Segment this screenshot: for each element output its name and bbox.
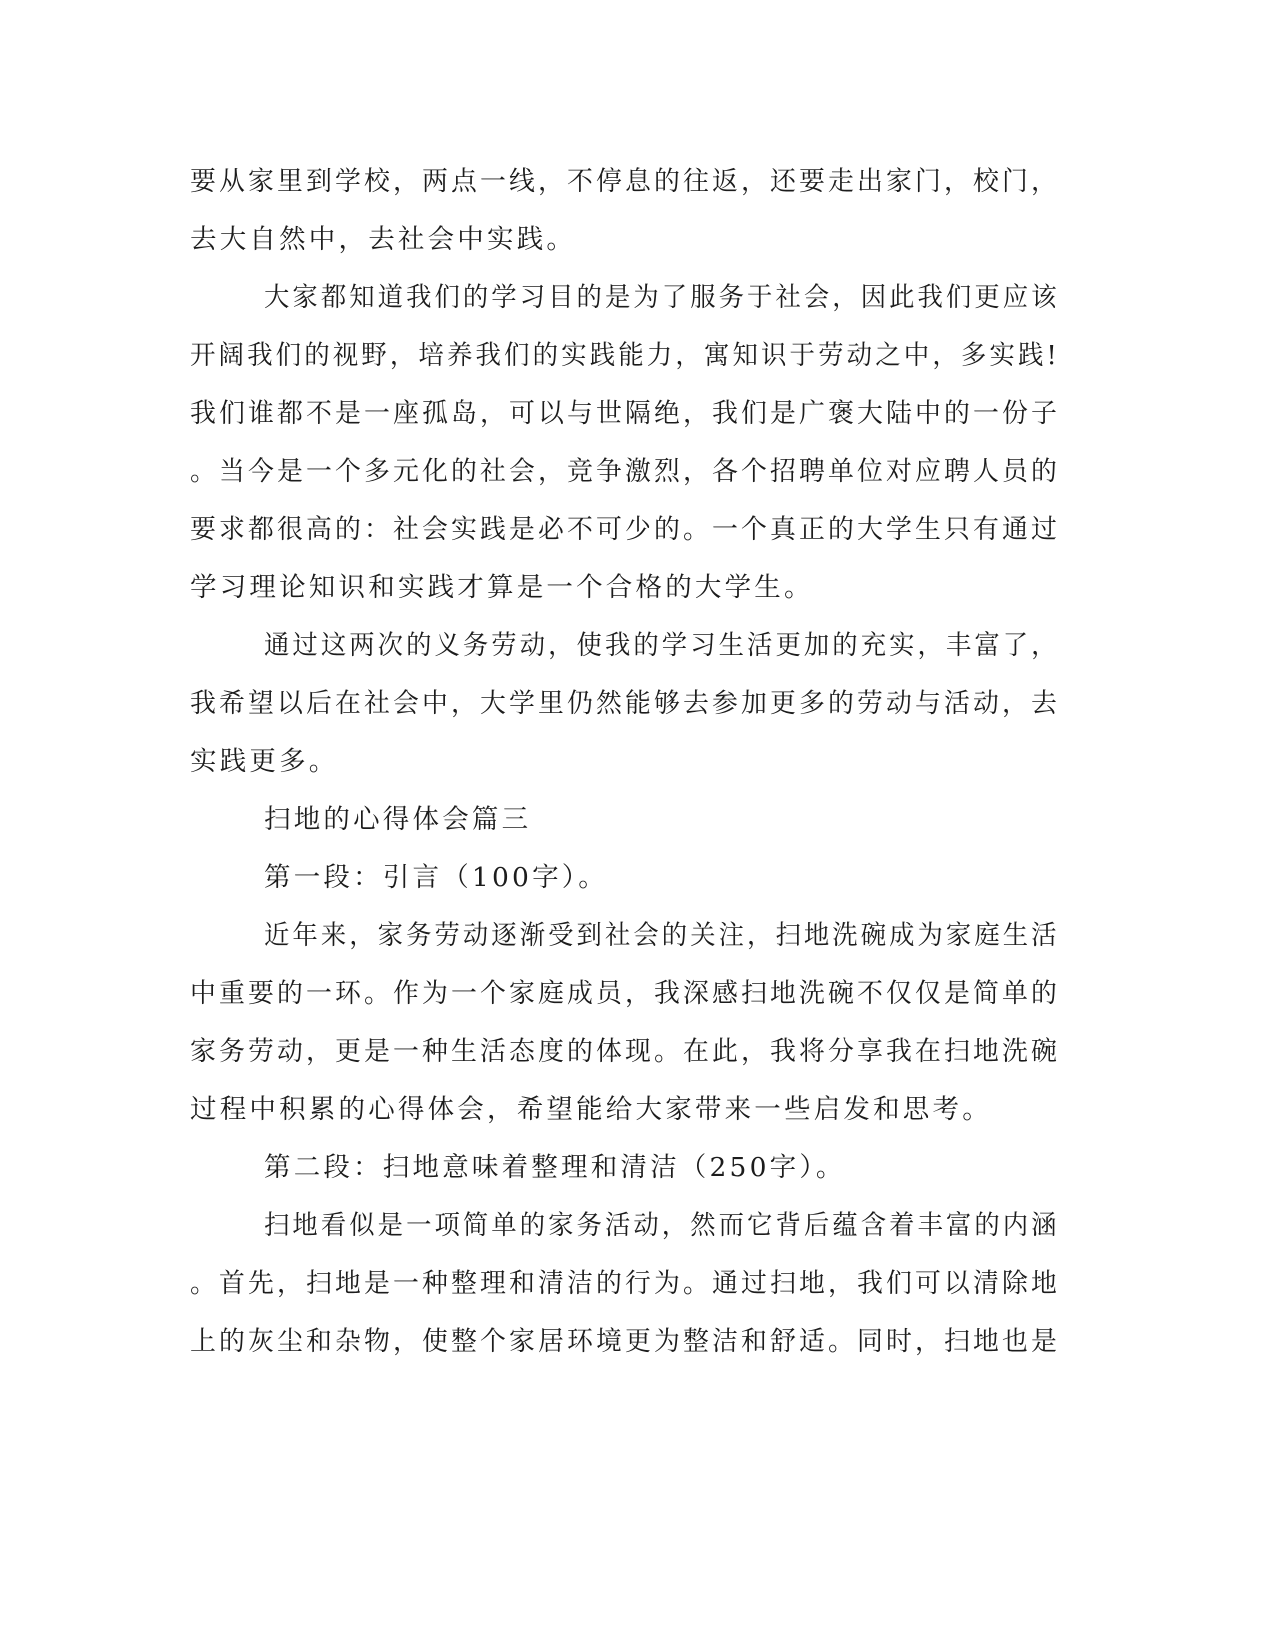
section-title: 扫地的心得体会篇三 — [264, 804, 532, 835]
paragraph-start-line: 通过这两次的义务劳动，使我的学习生活更加的充实，丰富了， — [264, 630, 1060, 661]
text-line: 实践更多。 — [190, 746, 339, 777]
text-line: 家务劳动，更是一种生活态度的体现。在此，我将分享我在扫地洗碗 — [190, 1036, 1060, 1067]
text-line: 我们谁都不是一座孤岛，可以与世隔绝，我们是广褒大陆中的一份子 — [190, 398, 1060, 429]
text-line: 我希望以后在社会中，大学里仍然能够去参加更多的劳动与活动，去 — [190, 688, 1060, 719]
text-line: 学习理论知识和实践才算是一个合格的大学生。 — [190, 572, 814, 603]
paragraph-start-line: 近年来，家务劳动逐渐受到社会的关注，扫地洗碗成为家庭生活 — [264, 920, 1060, 951]
text-line: 过程中积累的心得体会，希望能给大家带来一些启发和思考。 — [190, 1094, 992, 1125]
text-line: 要从家里到学校，两点一线，不停息的往返，还要走出家门，校门， — [190, 166, 1060, 197]
paragraph-start-line: 大家都知道我们的学习目的是为了服务于社会，因此我们更应该 — [264, 282, 1060, 313]
text-line: 中重要的一环。作为一个家庭成员，我深感扫地洗碗不仅仅是简单的 — [190, 978, 1060, 1009]
text-line: 上的灰尘和杂物，使整个家居环境更为整洁和舒适。同时，扫地也是 — [190, 1326, 1060, 1357]
text-line: 去大自然中，去社会中实践。 — [190, 224, 577, 255]
paragraph-start-line: 扫地看似是一项简单的家务活动，然而它背后蕴含着丰富的内涵 — [264, 1210, 1060, 1241]
text-line: 要求都很高的：社会实践是必不可少的。一个真正的大学生只有通过 — [190, 514, 1060, 545]
text-line: 开阔我们的视野，培养我们的实践能力，寓知识于劳动之中，多实践! — [190, 340, 1060, 371]
section-heading: 第一段：引言（100字）。 — [264, 862, 608, 893]
section-heading: 第二段：扫地意味着整理和清洁（250字）。 — [264, 1152, 846, 1183]
text-line: 。首先，扫地是一种整理和清洁的行为。通过扫地，我们可以清除地 — [190, 1268, 1060, 1299]
text-line: 。当今是一个多元化的社会，竞争激烈，各个招聘单位对应聘人员的 — [190, 456, 1060, 487]
